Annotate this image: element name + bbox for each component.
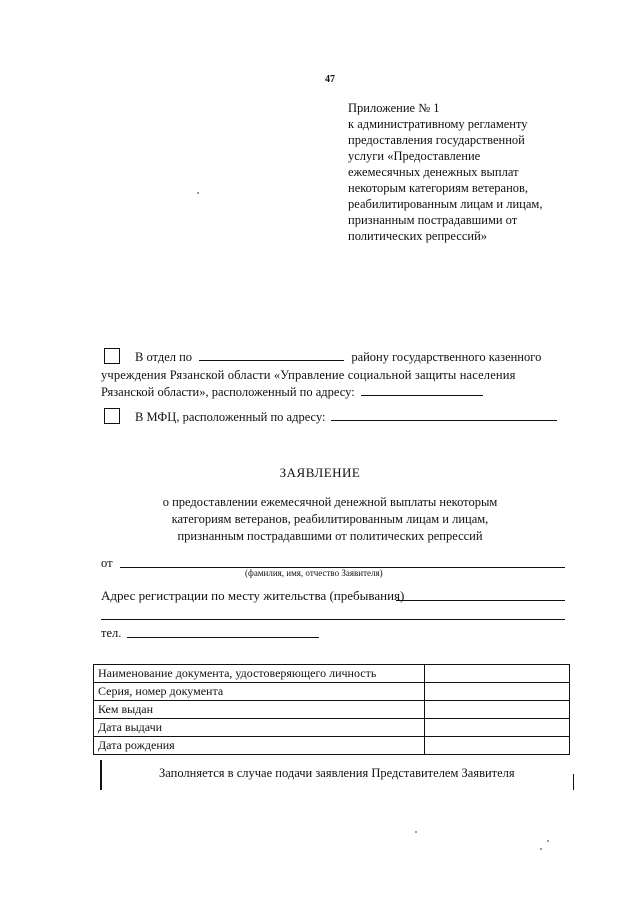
address-field-line-2[interactable]	[101, 619, 565, 620]
department-suffix: району государственного казенного	[351, 350, 542, 364]
appendix-line: к административному регламенту	[348, 117, 528, 131]
department-address-field[interactable]	[361, 384, 483, 396]
table-row	[94, 665, 570, 683]
table-row-label: Дата выдачи	[94, 719, 425, 737]
table-row-label: Кем выдан	[94, 701, 425, 719]
table-value-cell[interactable]	[425, 737, 570, 755]
table-row-label: Серия, номер документа	[94, 683, 425, 701]
appendix-line: услуги «Предоставление	[348, 149, 481, 163]
phone-field[interactable]	[127, 637, 319, 638]
table-value-cell[interactable]	[425, 719, 570, 737]
representative-note: Заполняется в случае подачи заявления Представителем Заявителя	[159, 766, 515, 780]
section-border-right	[573, 774, 574, 790]
mfc-label: В МФЦ, расположенный по адресу:	[135, 410, 326, 424]
mfc-checkbox[interactable]	[104, 408, 120, 424]
scan-speck	[547, 840, 549, 842]
scan-speck	[540, 848, 542, 850]
address-label: Адрес регистрации по месту жительства (пребывания)	[101, 588, 405, 603]
subtitle-line: о предоставлении ежемесячной денежной выплаты некоторым	[162, 495, 498, 509]
table-row	[94, 701, 570, 719]
appendix-line: признанным пострадавшими от	[348, 213, 518, 227]
table-value-cell[interactable]	[425, 701, 570, 719]
page-number: 47	[325, 74, 335, 85]
table-value-cell[interactable]	[425, 683, 570, 701]
appendix-line: предоставления государственной	[348, 133, 525, 147]
department-line-1	[135, 349, 541, 366]
address-field[interactable]	[396, 600, 565, 601]
appendix-title: Приложение № 1	[348, 101, 440, 115]
department-checkbox[interactable]	[104, 348, 120, 364]
appendix-line: реабилитированным лицам и лицам,	[348, 197, 543, 211]
representative-section	[100, 760, 572, 790]
table-value-cell[interactable]	[425, 665, 570, 683]
table-row	[94, 719, 570, 737]
department-line-3: Рязанской области», расположенный по адресу:	[101, 384, 483, 401]
table-row-label: Наименование документа, удостоверяющего личность	[94, 665, 425, 683]
scan-speck	[197, 192, 199, 194]
appendix-block	[348, 100, 578, 244]
scan-speck	[415, 831, 417, 833]
department-district-field[interactable]	[199, 349, 344, 361]
table-row	[94, 737, 570, 755]
identity-document-table	[93, 664, 570, 755]
from-label: от	[101, 556, 113, 570]
application-subtitle	[120, 494, 540, 545]
table-row	[94, 683, 570, 701]
appendix-line: политических репрессий»	[348, 229, 488, 243]
mfc-address-field[interactable]	[331, 409, 557, 421]
department-prefix: В отдел по	[135, 350, 193, 364]
table-row-label: Дата рождения	[94, 737, 425, 755]
applicant-name-hint: (фамилия, имя, отчество Заявителя)	[245, 568, 383, 578]
subtitle-line: признанным пострадавшими от политических репрессий	[177, 529, 483, 543]
subtitle-line: категориям ветеранов, реабилитированным лицам и лицам,	[171, 512, 489, 526]
appendix-line: ежемесячных денежных выплат	[348, 165, 519, 179]
mfc-line	[135, 409, 557, 426]
phone-label: тел.	[101, 626, 122, 640]
appendix-line: некоторым категориям ветеранов,	[348, 181, 529, 195]
department-line-2: учреждения Рязанской области «Управление социальной защиты населения	[101, 368, 516, 382]
application-title: ЗАЯВЛЕНИЕ	[279, 465, 361, 480]
